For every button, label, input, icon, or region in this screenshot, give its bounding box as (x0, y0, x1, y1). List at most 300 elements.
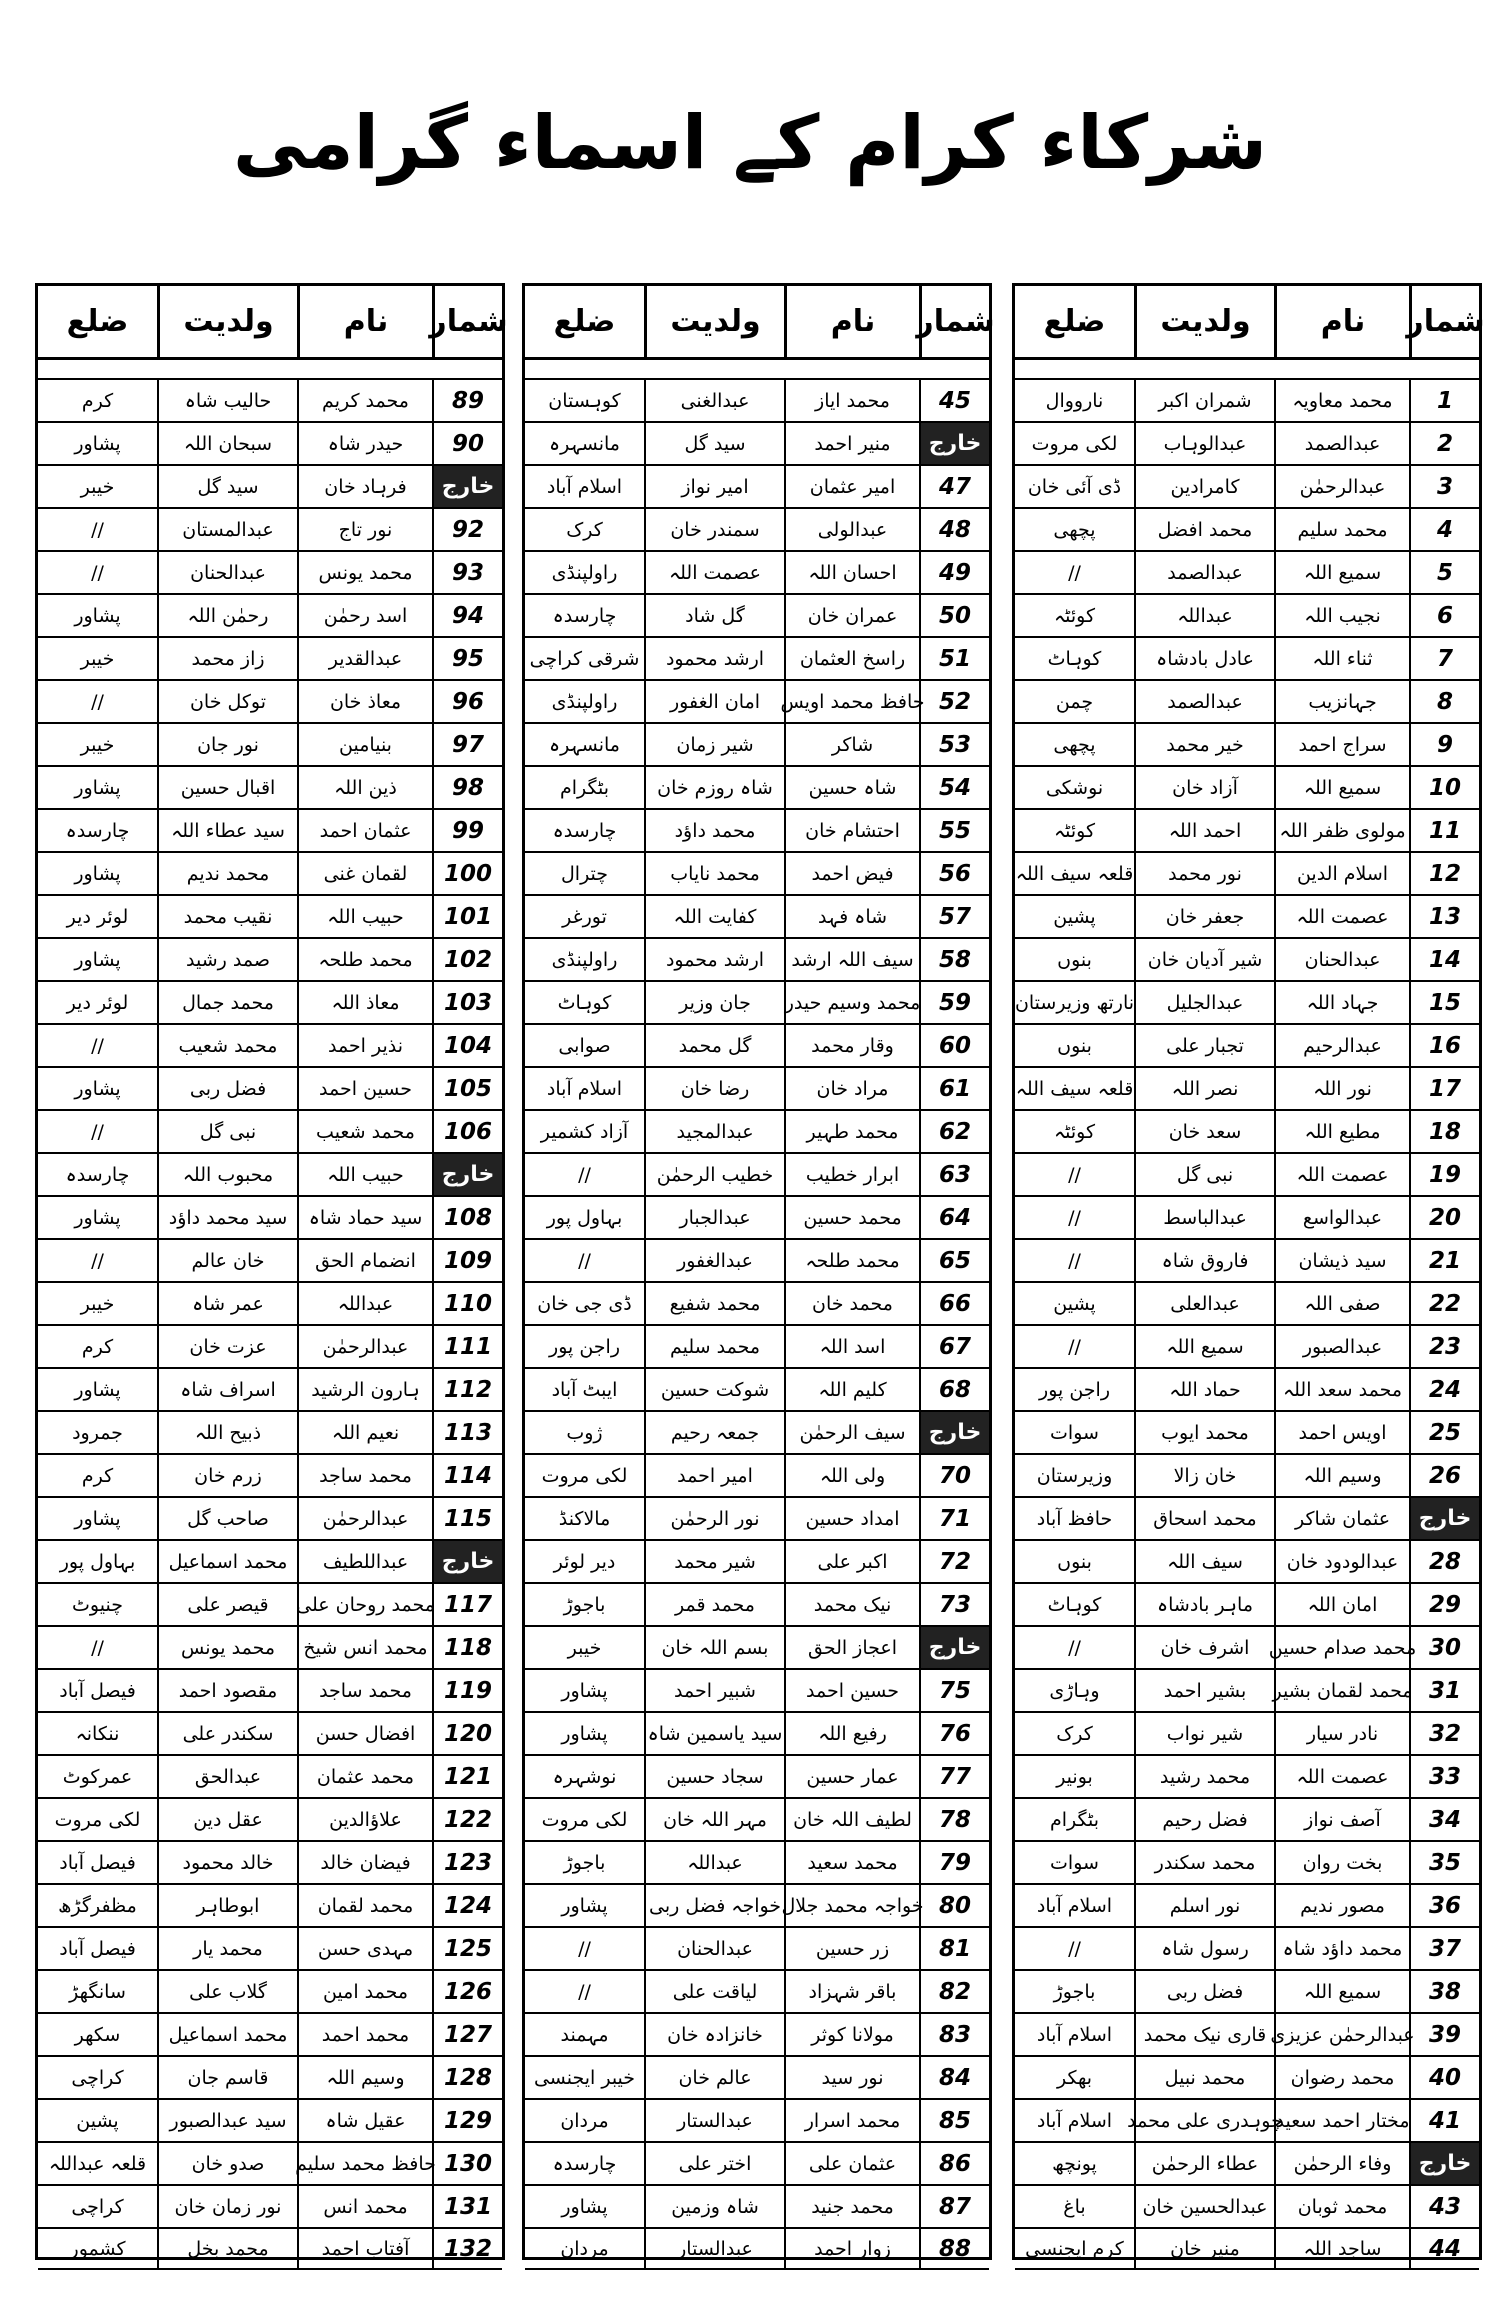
serial-cell: خارج (1409, 2143, 1479, 2184)
district-cell: // (578, 1163, 591, 1186)
father-name-cell: نور محمد (1134, 853, 1274, 894)
father-name-cell: سعد خان (1134, 1111, 1274, 1152)
father-name-cell: اختر علی (644, 2143, 784, 2184)
serial-cell: 25 (1409, 1412, 1479, 1453)
table-row (1015, 2098, 1479, 2141)
name-cell: محمد لقمان (297, 1885, 432, 1926)
father-name-cell: مقصود احمد (157, 1670, 297, 1711)
district-cell: // (91, 561, 104, 584)
serial-cell: 89 (432, 380, 502, 421)
father-name-cell: خانزادہ خان (644, 2014, 784, 2055)
father-name-cell: عقل دین (157, 1799, 297, 1840)
father-name-cell: محمد سلیم (644, 1326, 784, 1367)
district-cell: سوات (1050, 1421, 1099, 1444)
district-cell: سانگھڑ (69, 1980, 126, 2003)
serial-cell: 35 (1409, 1842, 1479, 1883)
serial-cell: 54 (919, 767, 989, 808)
name-cell: محمد عثمان (297, 1756, 432, 1797)
table-row (525, 1625, 989, 1668)
district-cell: آزاد کشمیر (540, 1120, 629, 1143)
name-cell: ابرار خطیب (784, 1154, 919, 1195)
name-cell: شاہ حسین (784, 767, 919, 808)
father-name-cell: چوہدری علی محمد (1134, 2100, 1274, 2141)
father-name-cell: عزت خان (157, 1326, 297, 1367)
table-row (38, 550, 502, 593)
name-cell: امداد حسین (784, 1498, 919, 1539)
district-cell: کوہاٹ (1047, 647, 1102, 670)
serial-cell: 7 (1409, 638, 1479, 679)
table-row (525, 1066, 989, 1109)
table-row (1015, 765, 1479, 808)
name-cell: محمد اسرار (784, 2100, 919, 2141)
district-cell: // (1068, 1937, 1081, 1960)
serial-cell: 23 (1409, 1326, 1479, 1367)
table-row (525, 1238, 989, 1281)
father-name-cell: محمد شعیب (157, 1025, 297, 1066)
name-cell: محمد ساجد (297, 1455, 432, 1496)
name-cell: عثمان علی (784, 2143, 919, 2184)
father-name-cell: عبدالحق (157, 1756, 297, 1797)
father-name-cell: جعفر خان (1134, 896, 1274, 937)
district-cell: // (91, 1249, 104, 1272)
district-cell: وہاڑی (1049, 1679, 1100, 1702)
table-row (38, 2184, 502, 2227)
name-cell: معاذ اللہ (297, 982, 432, 1023)
district-cell: کوہستان (548, 389, 621, 412)
father-name-cell: محمد اسماعیل (157, 1541, 297, 1582)
father-name-cell: سید گل (157, 466, 297, 507)
father-name-cell: عطاء الرحمٰن (1134, 2143, 1274, 2184)
serial-cell: 39 (1409, 2014, 1479, 2055)
name-cell: سمیع اللہ (1274, 767, 1409, 808)
serial-cell: 128 (432, 2057, 502, 2098)
father-name-cell: عبدالجبار (644, 1197, 784, 1238)
table-row (525, 1539, 989, 1582)
header-district: ضلع (1043, 304, 1106, 339)
name-cell: لطیف اللہ خان (784, 1799, 919, 1840)
table-row (1015, 679, 1479, 722)
name-cell: سیف اللہ ارشد (784, 939, 919, 980)
name-cell: محمد امین (297, 1971, 432, 2012)
table-row (38, 464, 502, 507)
name-cell: علاؤالدین (297, 1799, 432, 1840)
serial-cell: 67 (919, 1326, 989, 1367)
name-cell: محمد معاویہ (1274, 380, 1409, 421)
father-name-cell: عبدالجلیل (1134, 982, 1274, 1023)
table-row (525, 1324, 989, 1367)
table-row (1015, 808, 1479, 851)
name-cell: ذین اللہ (297, 767, 432, 808)
serial-cell: 61 (919, 1068, 989, 1109)
name-cell: محمد ثوبان (1274, 2186, 1409, 2227)
table-row (1015, 1754, 1479, 1797)
district-cell: کرم (81, 1464, 114, 1487)
district-cell: قلعہ عبداللہ (48, 2152, 147, 2175)
serial-cell: 72 (919, 1541, 989, 1582)
father-name-cell: محمد یونس (157, 1627, 297, 1668)
name-cell: زر حسین (784, 1928, 919, 1969)
header-district: ضلع (553, 304, 616, 339)
name-cell: اعجاز الحق (784, 1627, 919, 1668)
district-cell: پشاور (74, 604, 121, 627)
table-row (525, 1926, 989, 1969)
table-row (38, 2141, 502, 2184)
district-cell: مردان (560, 2237, 609, 2260)
district-cell: خیبر (80, 733, 115, 756)
table-row (1015, 464, 1479, 507)
header-father-name: ولدیت (157, 286, 297, 357)
name-cell: مہدی حسن (297, 1928, 432, 1969)
father-name-cell: امیر احمد (644, 1455, 784, 1496)
district-cell: باغ (1063, 2195, 1086, 2218)
table-rows (1015, 378, 1479, 2270)
name-cell: عصمت اللہ (1274, 896, 1409, 937)
district-cell: تورغر (562, 905, 607, 928)
serial-cell: 96 (432, 681, 502, 722)
serial-cell: 24 (1409, 1369, 1479, 1410)
father-name-cell: فاروق شاہ (1134, 1240, 1274, 1281)
table-row (1015, 1109, 1479, 1152)
table-row (525, 2098, 989, 2141)
table-row (1015, 2227, 1479, 2270)
table-row (38, 937, 502, 980)
name-cell: سراج احمد (1274, 724, 1409, 765)
table-row (1015, 1668, 1479, 1711)
name-cell: امان اللہ (1274, 1584, 1409, 1625)
name-cell: نیک محمد (784, 1584, 919, 1625)
father-name-cell: محمد بخل (157, 2229, 297, 2268)
serial-cell: 123 (432, 1842, 502, 1883)
father-name-cell: محمد سکندر (1134, 1842, 1274, 1883)
name-cell: مولانا کوثر (784, 2014, 919, 2055)
district-cell: // (578, 1249, 591, 1272)
district-cell: لکی مروت (541, 1464, 628, 1487)
name-cell: عبداللطیف (297, 1541, 432, 1582)
district-cell: چنیوٹ (72, 1593, 123, 1616)
table-row (525, 1883, 989, 1926)
district-cell: راولپنڈی (551, 690, 618, 713)
district-cell: // (91, 1120, 104, 1143)
table-row (525, 1668, 989, 1711)
serial-cell: 57 (919, 896, 989, 937)
table-row (1015, 1195, 1479, 1238)
table-row (1015, 1797, 1479, 1840)
table-row (38, 1625, 502, 1668)
name-cell: محمد ایاز (784, 380, 919, 421)
serial-cell: 98 (432, 767, 502, 808)
table-row (1015, 851, 1479, 894)
name-cell: جہانزیب (1274, 681, 1409, 722)
serial-cell: 45 (919, 380, 989, 421)
name-cell: حبیب اللہ (297, 1154, 432, 1195)
district-cell: مہمند (560, 2023, 609, 2046)
district-cell: کرم ایجنسی (1025, 2237, 1124, 2260)
district-cell: // (1068, 1249, 1081, 1272)
district-cell: مالاکنڈ (558, 1507, 611, 1530)
district-cell: چارسدہ (65, 1163, 130, 1186)
serial-cell: 129 (432, 2100, 502, 2141)
district-cell: پشاور (74, 1507, 121, 1530)
name-cell: محمد انس شیخ (297, 1627, 432, 1668)
father-name-cell: سید گل (644, 423, 784, 464)
table-row (38, 378, 502, 421)
district-cell: نوشکی (1045, 776, 1104, 799)
serial-cell: 100 (432, 853, 502, 894)
district-cell: بونیر (1056, 1765, 1093, 1788)
father-name-cell: ابوطاہر (157, 1885, 297, 1926)
table-row (38, 722, 502, 765)
serial-cell: 13 (1409, 896, 1479, 937)
district-cell: کرم (81, 389, 114, 412)
district-cell: لکی مروت (541, 1808, 628, 1831)
district-cell: نارووال (1045, 389, 1104, 412)
district-cell: قلعہ سیف اللہ (1015, 1077, 1134, 1100)
name-cell: محمد خان (784, 1283, 919, 1324)
father-name-cell: اشرف خان (1134, 1627, 1274, 1668)
father-name-cell: عمر شاہ (157, 1283, 297, 1324)
district-cell: وزیرستان (1036, 1464, 1113, 1487)
district-cell: پشاور (561, 1722, 608, 1745)
name-cell: جہاد اللہ (1274, 982, 1409, 1023)
father-name-cell: فضل ربی (1134, 1971, 1274, 2012)
serial-cell: 75 (919, 1670, 989, 1711)
father-name-cell: نقیب محمد (157, 896, 297, 937)
serial-cell: 130 (432, 2143, 502, 2184)
district-cell: خیبر ایجنسی (533, 2066, 636, 2089)
name-cell: سید حماد شاہ (297, 1197, 432, 1238)
name-cell: نعیم اللہ (297, 1412, 432, 1453)
name-cell: خواجہ محمد جلال (784, 1885, 919, 1926)
serial-cell: 31 (1409, 1670, 1479, 1711)
serial-cell: 111 (432, 1326, 502, 1367)
father-name-cell: شیر آدیان خان (1134, 939, 1274, 980)
table-row (1015, 722, 1479, 765)
district-cell: کرک (1056, 1722, 1093, 1745)
father-name-cell: عبدالمجید (644, 1111, 784, 1152)
district-cell: لوئر دیر (66, 905, 129, 928)
district-cell: پشاور (74, 948, 121, 971)
table-row (38, 2012, 502, 2055)
table-row (38, 679, 502, 722)
father-name-cell: عبدالحنان (644, 1928, 784, 1969)
name-cell: محمد شعیب (297, 1111, 432, 1152)
serial-cell: 43 (1409, 2186, 1479, 2227)
name-cell: مراد خان (784, 1068, 919, 1109)
serial-cell: 104 (432, 1025, 502, 1066)
table-row (1015, 1926, 1479, 1969)
father-name-cell: عبدالمستان (157, 509, 297, 550)
name-cell: ساجد اللہ (1274, 2229, 1409, 2268)
district-cell: حافظ آباد (1036, 1507, 1113, 1530)
father-name-cell: عبدالباسط (1134, 1197, 1274, 1238)
district-cell: پشین (1053, 905, 1096, 928)
serial-cell: 81 (919, 1928, 989, 1969)
father-name-cell: ارشد محمود (644, 939, 784, 980)
district-cell: چمن (1055, 690, 1094, 713)
table-row (1015, 1883, 1479, 1926)
name-cell: منیر احمد (784, 423, 919, 464)
district-cell: باجوڑ (563, 1851, 606, 1874)
father-name-cell: قاسم جان (157, 2057, 297, 2098)
district-cell: پشاور (561, 1894, 608, 1917)
table-row (525, 894, 989, 937)
name-cell: احتشام خان (784, 810, 919, 851)
serial-cell: 113 (432, 1412, 502, 1453)
table-row (1015, 1324, 1479, 1367)
name-cell: سمیع اللہ (1274, 552, 1409, 593)
serial-cell: 65 (919, 1240, 989, 1281)
father-name-cell: نور جان (157, 724, 297, 765)
district-cell: // (91, 518, 104, 541)
table-row (1015, 2141, 1479, 2184)
father-name-cell: صدو خان (157, 2143, 297, 2184)
district-cell: بنوں (1057, 948, 1092, 971)
name-cell: وفاء الرحمٰن (1274, 2143, 1409, 2184)
father-name-cell: نور اسلم (1134, 1885, 1274, 1926)
table-row (525, 765, 989, 808)
father-name-cell: شبیر احمد (644, 1670, 784, 1711)
name-cell: صفی اللہ (1274, 1283, 1409, 1324)
table-row (525, 1152, 989, 1195)
name-cell: شاکر (784, 724, 919, 765)
father-name-cell: نور الرحمٰن (644, 1498, 784, 1539)
table-row (525, 2012, 989, 2055)
father-name-cell: شیر زمان (644, 724, 784, 765)
father-name-cell: احمد اللہ (1134, 810, 1274, 851)
table-row (525, 1754, 989, 1797)
district-cell: // (91, 1636, 104, 1659)
table-row (525, 2055, 989, 2098)
table-row (1015, 378, 1479, 421)
father-name-cell: محمد نبیل (1134, 2057, 1274, 2098)
serial-cell: 121 (432, 1756, 502, 1797)
serial-cell: 95 (432, 638, 502, 679)
district-cell: کوہاٹ (557, 991, 612, 1014)
table-row (525, 2141, 989, 2184)
father-name-cell: زاز محمد (157, 638, 297, 679)
name-cell: اسد اللہ (784, 1326, 919, 1367)
name-cell: محمد کریم (297, 380, 432, 421)
serial-cell: 84 (919, 2057, 989, 2098)
serial-cell: 132 (432, 2229, 502, 2268)
name-cell: عبدالرحیم (1274, 1025, 1409, 1066)
serial-cell: 114 (432, 1455, 502, 1496)
name-cell: نور اللہ (1274, 1068, 1409, 1109)
father-name-cell: عبدالحسین خان (1134, 2186, 1274, 2227)
father-name-cell: نبی گل (1134, 1154, 1274, 1195)
district-cell: // (1068, 561, 1081, 584)
name-cell: عبدالرحمٰن (1274, 466, 1409, 507)
father-name-cell: سید عطاء اللہ (157, 810, 297, 851)
table-row (525, 378, 989, 421)
district-cell: کراچی (71, 2066, 124, 2089)
district-cell: کرک (566, 518, 603, 541)
name-cell: عصمت اللہ (1274, 1756, 1409, 1797)
district-cell: چارسدہ (552, 604, 617, 627)
district-cell: باجوڑ (563, 1593, 606, 1616)
father-name-cell: لیاقت علی (644, 1971, 784, 2012)
serial-cell: 66 (919, 1283, 989, 1324)
name-cell: محمد انس (297, 2186, 432, 2227)
district-cell: // (1068, 1636, 1081, 1659)
district-cell: چارسدہ (65, 819, 130, 842)
serial-cell: 87 (919, 2186, 989, 2227)
table-row (1015, 1152, 1479, 1195)
serial-cell: 26 (1409, 1455, 1479, 1496)
name-cell: حیدر شاہ (297, 423, 432, 464)
name-cell: معاذ خان (297, 681, 432, 722)
serial-cell: 64 (919, 1197, 989, 1238)
district-cell: کوئٹہ (1054, 1120, 1096, 1143)
serial-cell: خارج (432, 1154, 502, 1195)
table-row (525, 851, 989, 894)
serial-cell: 29 (1409, 1584, 1479, 1625)
name-cell: محمد وسیم حیدر (784, 982, 919, 1023)
district-cell: لکی مروت (1031, 432, 1118, 455)
name-cell: زوار احمد (784, 2229, 919, 2268)
name-cell: عبدالصمد (1274, 423, 1409, 464)
serial-cell: 55 (919, 810, 989, 851)
name-cell: شاہ فہد (784, 896, 919, 937)
table-row (38, 1195, 502, 1238)
serial-cell: 62 (919, 1111, 989, 1152)
table-row (525, 1195, 989, 1238)
serial-cell: 34 (1409, 1799, 1479, 1840)
table-row (38, 1711, 502, 1754)
district-cell: بہاول پور (59, 1550, 136, 1573)
header-district: ضلع (66, 304, 129, 339)
name-cell: عبدالقدیر (297, 638, 432, 679)
table-row (1015, 636, 1479, 679)
district-cell: مانسہرہ (549, 432, 620, 455)
serial-cell: 125 (432, 1928, 502, 1969)
name-cell: نور سید (784, 2057, 919, 2098)
name-cell: حسین احمد (784, 1670, 919, 1711)
father-name-cell: محمد ندیم (157, 853, 297, 894)
father-name-cell: آزاد خان (1134, 767, 1274, 808)
father-name-cell: محمد افضل (1134, 509, 1274, 550)
serial-cell: 59 (919, 982, 989, 1023)
father-name-cell: خواجہ فضل ربی (644, 1885, 784, 1926)
table-row (38, 1840, 502, 1883)
serial-cell: 115 (432, 1498, 502, 1539)
table-row (38, 1668, 502, 1711)
serial-cell: 18 (1409, 1111, 1479, 1152)
table-row (525, 1410, 989, 1453)
serial-cell: خارج (919, 1627, 989, 1668)
name-cell: نذیر احمد (297, 1025, 432, 1066)
father-name-cell: فضل ربی (157, 1068, 297, 1109)
district-cell: بھکر (1056, 2066, 1093, 2089)
table-row (1015, 1367, 1479, 1410)
district-cell: // (1068, 1163, 1081, 1186)
page-title: شرکاء کرام کے اسماء گرامی (232, 100, 1268, 186)
father-name-cell: خان عالم (157, 1240, 297, 1281)
serial-cell: 51 (919, 638, 989, 679)
name-cell: محمد لقمان بشیر (1274, 1670, 1409, 1711)
serial-cell: 44 (1409, 2229, 1479, 2268)
table-row (1015, 1281, 1479, 1324)
serial-cell: 109 (432, 1240, 502, 1281)
serial-cell: 73 (919, 1584, 989, 1625)
serial-cell: 14 (1409, 939, 1479, 980)
father-name-cell: عبدالصمد (1134, 681, 1274, 722)
father-name-cell: اسراف شاہ (157, 1369, 297, 1410)
serial-cell: 94 (432, 595, 502, 636)
table-row (525, 636, 989, 679)
table-row (38, 851, 502, 894)
name-cell: عبدالرحمٰن (297, 1498, 432, 1539)
